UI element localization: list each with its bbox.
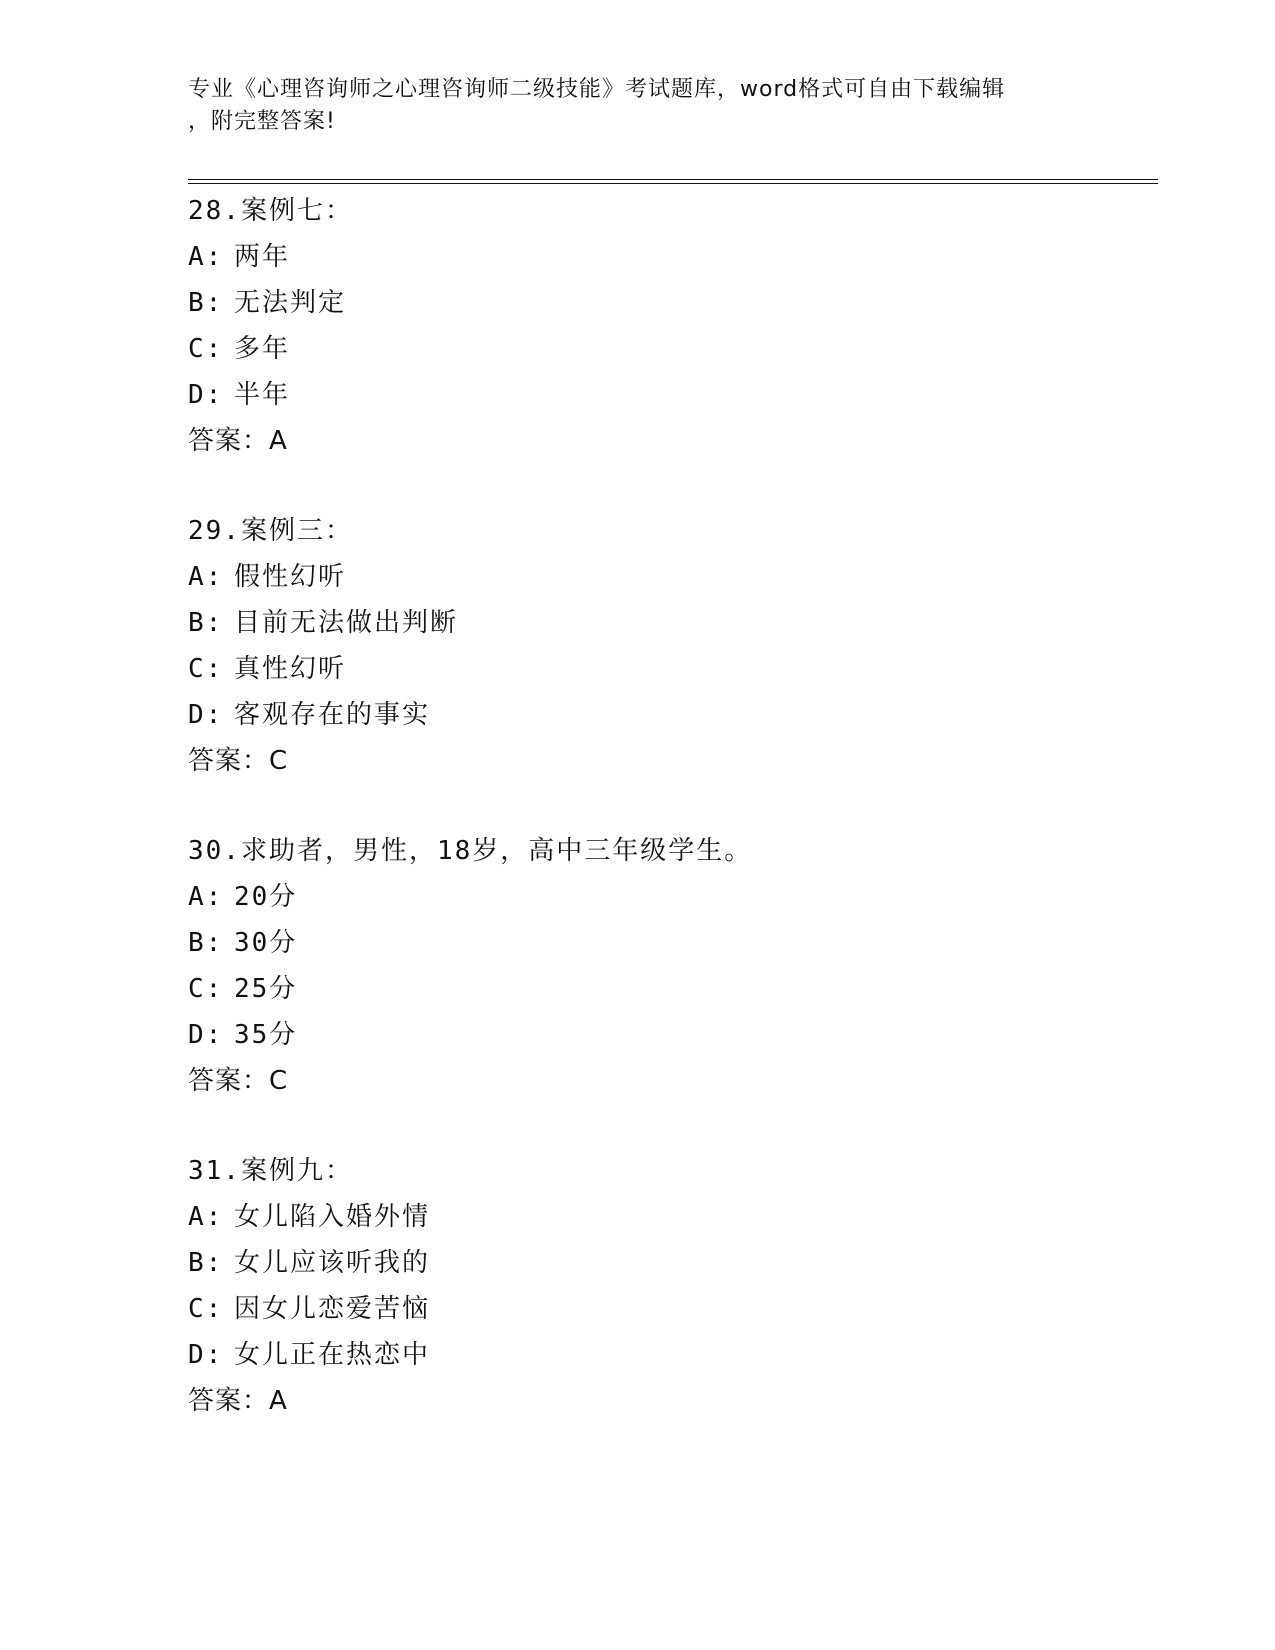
option-text: 女儿应该听我的	[234, 1248, 431, 1278]
header-divider-top	[188, 179, 1158, 180]
option-letter: B:	[188, 928, 224, 958]
option-letter: A:	[188, 242, 224, 272]
option-row	[188, 372, 1138, 418]
option-row	[188, 600, 1138, 646]
header-line-2: ，附完整答案!	[188, 109, 336, 134]
option-text: 多年	[234, 334, 291, 364]
option-text: 目前无法做出判断	[234, 608, 459, 638]
option-text: 半年	[234, 380, 291, 410]
option-letter: A:	[188, 1202, 224, 1232]
question-block	[188, 1148, 1138, 1424]
option-letter: C:	[188, 1294, 224, 1324]
answer-line: 答案：A	[188, 426, 288, 456]
header-divider-bottom	[188, 183, 1158, 184]
option-letter: C:	[188, 654, 224, 684]
question-block	[188, 508, 1138, 784]
option-text: 女儿正在热恋中	[234, 1340, 431, 1370]
option-row	[188, 920, 1138, 966]
option-row	[188, 280, 1138, 326]
option-letter: D:	[188, 380, 224, 410]
option-letter: C:	[188, 974, 224, 1004]
option-row	[188, 692, 1138, 738]
answer-line: 答案：C	[188, 1066, 289, 1096]
option-text: 因女儿恋爱苦恼	[234, 1294, 431, 1324]
document-header	[188, 74, 1068, 138]
option-row	[188, 1332, 1138, 1378]
option-letter: B:	[188, 1248, 224, 1278]
option-row	[188, 1240, 1138, 1286]
option-letter: B:	[188, 608, 224, 638]
option-row	[188, 1194, 1138, 1240]
answer-line: 答案：C	[188, 746, 289, 776]
option-text: 25分	[234, 974, 298, 1004]
option-text: 两年	[234, 242, 291, 272]
option-row	[188, 1286, 1138, 1332]
option-row	[188, 326, 1138, 372]
option-letter: D:	[188, 700, 224, 730]
option-text: 女儿陷入婚外情	[234, 1202, 431, 1232]
option-row	[188, 874, 1138, 920]
option-row	[188, 554, 1138, 600]
option-letter: D:	[188, 1020, 224, 1050]
question-block	[188, 188, 1138, 464]
question-block	[188, 828, 1138, 1104]
option-letter: B:	[188, 288, 224, 318]
option-row	[188, 966, 1138, 1012]
option-text: 30分	[234, 928, 298, 958]
option-row	[188, 1012, 1138, 1058]
option-text: 客观存在的事实	[234, 700, 431, 730]
question-stem: 31.案例九：	[188, 1156, 353, 1186]
option-letter: A:	[188, 882, 224, 912]
option-row	[188, 234, 1138, 280]
option-letter: D:	[188, 1340, 224, 1370]
answer-line: 答案：A	[188, 1386, 288, 1416]
option-text: 无法判定	[234, 288, 347, 318]
question-stem: 28.案例七：	[188, 196, 353, 226]
option-text: 假性幻听	[234, 562, 347, 592]
question-stem: 30.求助者，男性，18岁，高中三年级学生。	[188, 836, 753, 866]
option-row	[188, 646, 1138, 692]
option-letter: A:	[188, 562, 224, 592]
option-letter: C:	[188, 334, 224, 364]
option-text: 真性幻听	[234, 654, 347, 684]
header-line-1: 专业《心理咨询师之心理咨询师二级技能》考试题库，word格式可自由下载编辑	[188, 77, 1006, 102]
question-stem: 29.案例三：	[188, 516, 353, 546]
option-text: 35分	[234, 1020, 298, 1050]
option-text: 20分	[234, 882, 298, 912]
